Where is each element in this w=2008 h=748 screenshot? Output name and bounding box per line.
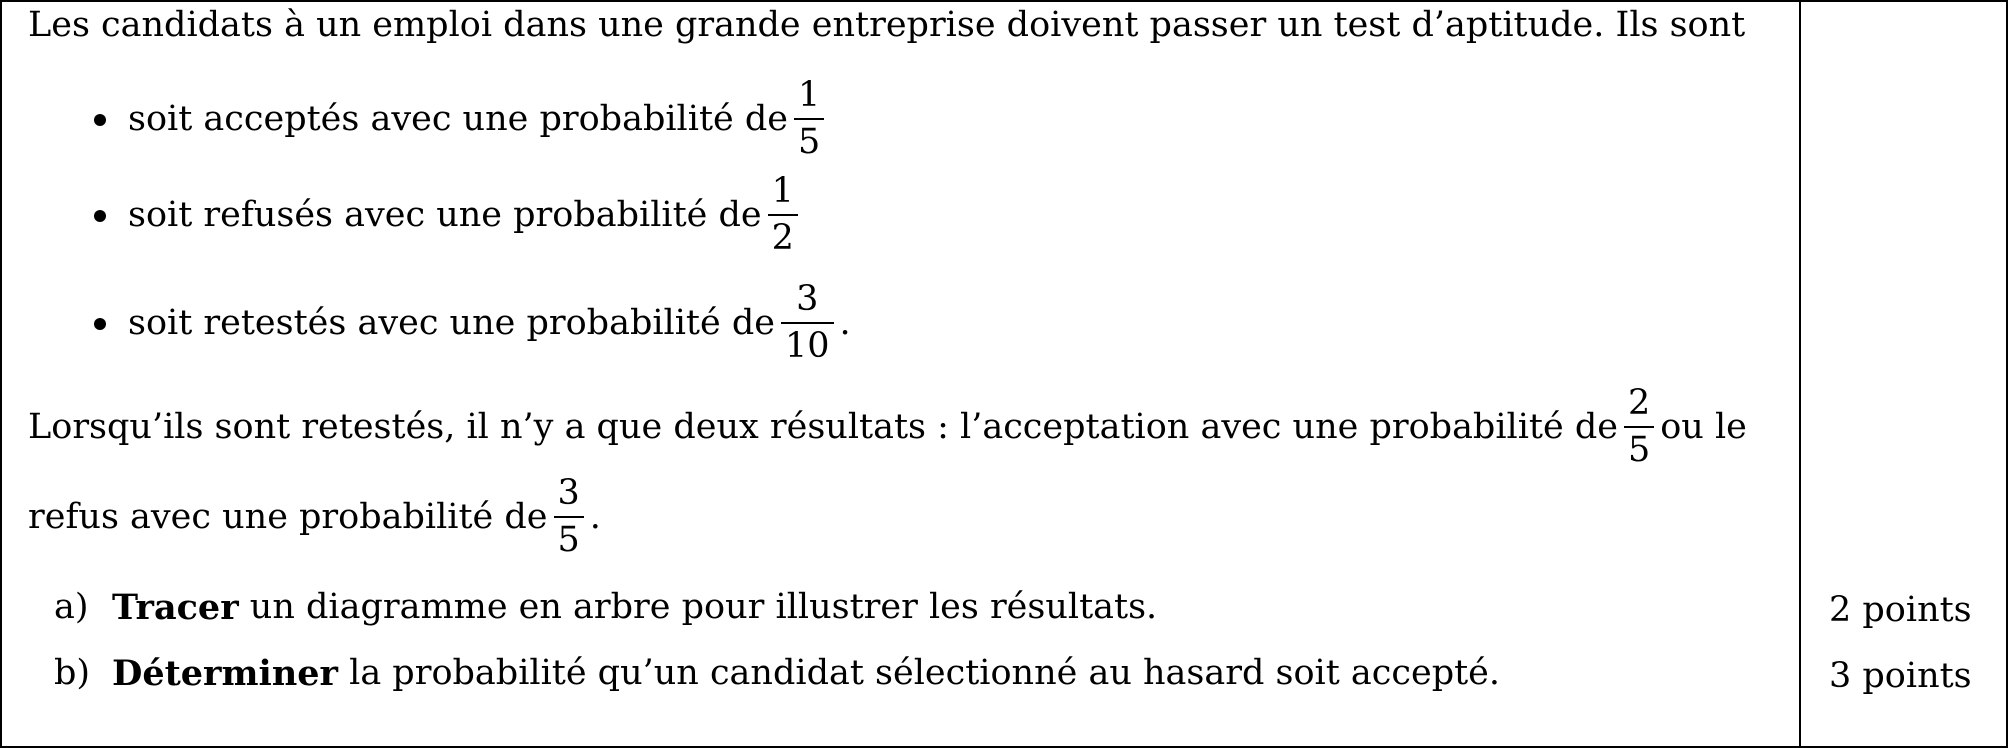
fraction xyxy=(794,75,824,162)
bullet-item-retested xyxy=(94,279,851,366)
retest-text: refus avec une probabilité de xyxy=(28,496,548,537)
retest-tail: . xyxy=(589,496,601,537)
retest-tail: ou le xyxy=(1660,406,1747,447)
fraction-denominator: 5 xyxy=(1627,430,1651,470)
retest-line-2 xyxy=(28,473,601,560)
fraction xyxy=(1624,383,1654,470)
points-column xyxy=(1801,2,2006,746)
bullet-tail: . xyxy=(839,302,851,343)
fraction xyxy=(781,279,834,366)
fraction-numerator: 1 xyxy=(771,171,794,211)
points-question-b: 3 points xyxy=(1829,656,1972,696)
bullet-icon xyxy=(94,210,106,222)
bullet-item-refused xyxy=(94,171,804,258)
question-verb: Tracer xyxy=(112,587,239,628)
fraction-numerator: 3 xyxy=(557,473,580,513)
fraction-denominator: 10 xyxy=(784,326,830,366)
fraction xyxy=(554,473,584,560)
retest-line-1 xyxy=(28,383,1747,470)
bullet-text: soit retestés avec une probabilité de xyxy=(128,302,775,343)
fraction-numerator: 2 xyxy=(1627,383,1651,423)
intro-paragraph xyxy=(28,5,1746,45)
bullet-icon xyxy=(94,114,106,126)
question-a xyxy=(54,587,1158,628)
bullet-item-accepted xyxy=(94,75,830,162)
intro-text: Les candidats à un emploi dans une grande entreprise doivent passer un test d’aptitude. Ils sont xyxy=(28,5,1746,45)
fraction xyxy=(768,171,798,258)
question-label: b) xyxy=(54,653,91,693)
question-b xyxy=(54,653,1501,694)
fraction-numerator: 1 xyxy=(797,75,821,115)
fraction-numerator: 3 xyxy=(796,279,819,319)
question-text: un diagramme en arbre pour illustrer les résultats. xyxy=(249,587,1158,627)
fraction-denominator: 5 xyxy=(557,520,580,560)
bullet-text: soit acceptés avec une probabilité de xyxy=(128,98,788,139)
question-label: a) xyxy=(54,587,89,627)
fraction-denominator: 5 xyxy=(797,122,821,162)
bullet-icon xyxy=(94,318,106,330)
question-text: la probabilité qu’un candidat sélectionné au hasard soit accepté. xyxy=(349,653,1501,693)
points-question-a: 2 points xyxy=(1829,590,1972,630)
question-verb: Déterminer xyxy=(112,653,338,694)
retest-text: Lorsqu’ils sont retestés, il n’y a que deux résultats : l’acceptation avec une probabilité de xyxy=(28,406,1618,447)
fraction-denominator: 2 xyxy=(771,218,794,258)
exercise-content xyxy=(2,2,1801,746)
bullet-text: soit refusés avec une probabilité de xyxy=(128,194,762,235)
